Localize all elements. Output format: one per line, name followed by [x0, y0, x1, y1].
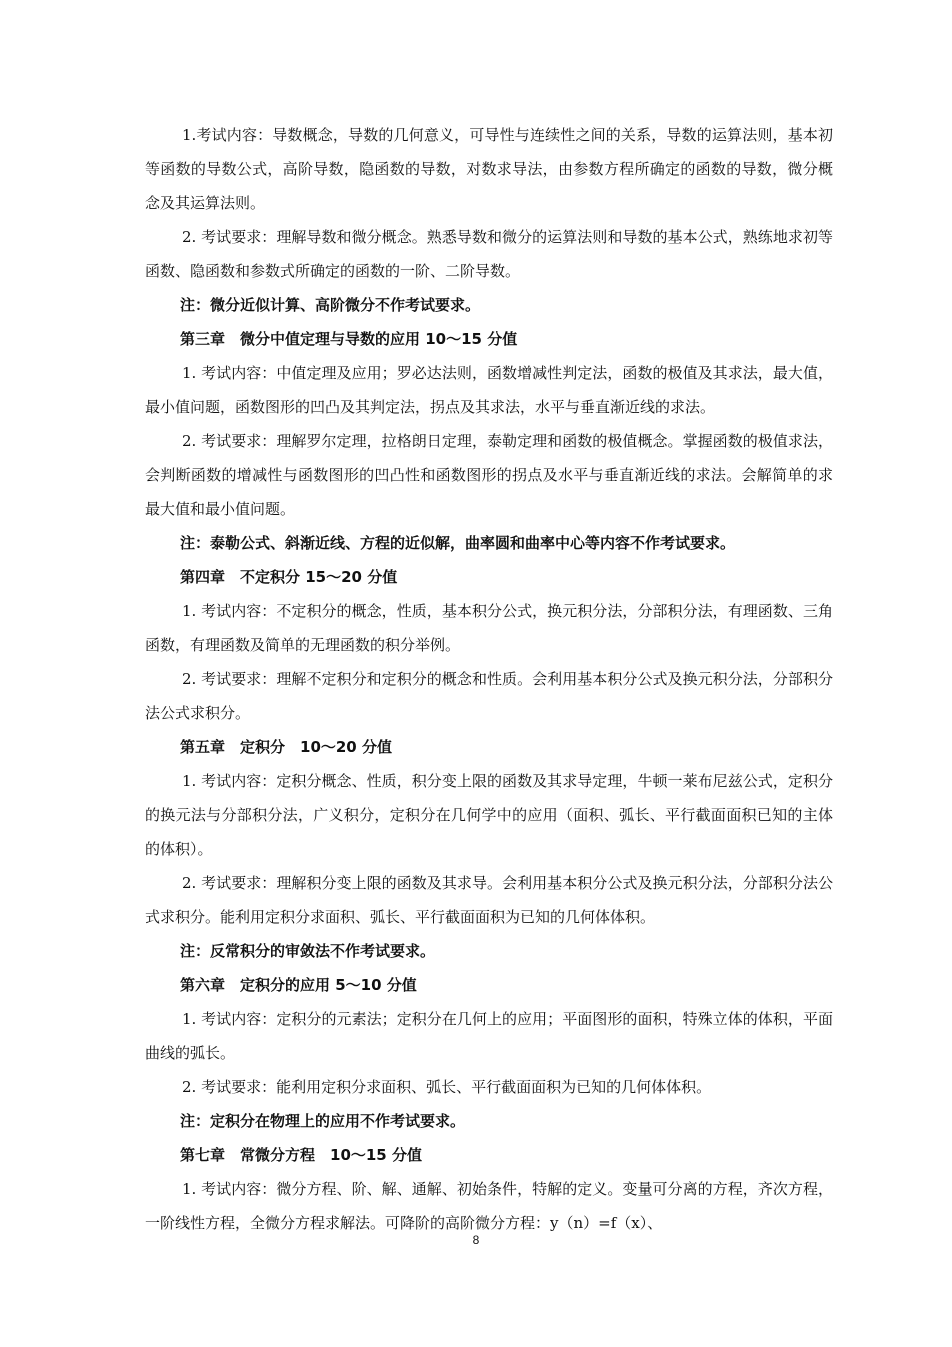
chapter-heading: 第四章 不定积分 15～20 分值	[180, 568, 398, 586]
chapter-heading: 第六章 定积分的应用 5～10 分值	[180, 976, 417, 994]
chapter-heading: 第七章 常微分方程 10～15 分值	[180, 1146, 422, 1164]
paragraph: 1.考试内容：导数概念，导数的几何意义，可导性与连续性之间的关系，导数的运算法则，基本初等函数的导数公式，高阶导数，隐函数的导数，对数求导法，由参数方程所确定的函数的导数，微分概念及其运算法则。	[145, 126, 833, 212]
note: 注：泰勒公式、斜渐近线、方程的近似解，曲率圆和曲率中心等内容不作考试要求。	[180, 534, 736, 552]
note: 注：定积分在物理上的应用不作考试要求。	[180, 1112, 466, 1130]
paragraph: 2. 考试要求：理解罗尔定理，拉格朗日定理，泰勒定理和函数的极值概念。掌握函数的极值求法，会判断函数的增减性与函数图形的凹凸性和函数图形的拐点及水平与垂直渐近线的求法。会解简单的求最大值和最小值问题。	[145, 432, 833, 518]
note: 注：微分近似计算、高阶微分不作考试要求。	[180, 296, 481, 314]
page-number: 8	[472, 1233, 480, 1247]
paragraph: 1. 考试内容：微分方程、阶、解、通解、初始条件，特解的定义。变量可分离的方程，齐次方程，一阶线性方程，全微分方程求解法。可降阶的高阶微分方程：y（n）=f（x）、	[145, 1180, 833, 1232]
chapter-heading: 第三章 微分中值定理与导数的应用 10～15 分值	[180, 330, 518, 348]
paragraph: 2. 考试要求：理解导数和微分概念。熟悉导数和微分的运算法则和导数的基本公式，熟练地求初等函数、隐函数和参数式所确定的函数的一阶、二阶导数。	[145, 228, 833, 280]
paragraph: 1. 考试内容：定积分的元素法；定积分在几何上的应用；平面图形的面积，特殊立体的体积，平面曲线的弧长。	[145, 1010, 833, 1062]
chapter-heading: 第五章 定积分 10～20 分值	[180, 738, 392, 756]
paragraph: 2. 考试要求：理解不定积分和定积分的概念和性质。会利用基本积分公式及换元积分法，分部积分法公式求积分。	[145, 670, 833, 722]
paragraph: 2. 考试要求：能利用定积分求面积、弧长、平行截面面积为已知的几何体体积。	[182, 1078, 712, 1096]
paragraph: 1. 考试内容：不定积分的概念，性质，基本积分公式，换元积分法，分部积分法，有理函数、三角函数，有理函数及简单的无理函数的积分举例。	[145, 602, 833, 654]
paragraph: 1. 考试内容：定积分概念、性质，积分变上限的函数及其求导定理，牛顿一莱布尼兹公式，定积分的换元法与分部积分法，广义积分，定积分在几何学中的应用（面积、弧长、平行截面面积已知的主体的体积）。	[145, 772, 833, 858]
paragraph: 2. 考试要求：理解积分变上限的函数及其求导。会利用基本积分公式及换元积分法，分部积分法公式求积分。能利用定积分求面积、弧长、平行截面面积为已知的几何体体积。	[145, 874, 833, 926]
page-content	[145, 118, 833, 1240]
paragraph: 1. 考试内容：中值定理及应用；罗必达法则，函数增减性判定法，函数的极值及其求法，最大值，最小值问题，函数图形的凹凸及其判定法，拐点及其求法，水平与垂直渐近线的求法。	[145, 364, 833, 416]
note: 注：反常积分的审敛法不作考试要求。	[180, 942, 436, 960]
